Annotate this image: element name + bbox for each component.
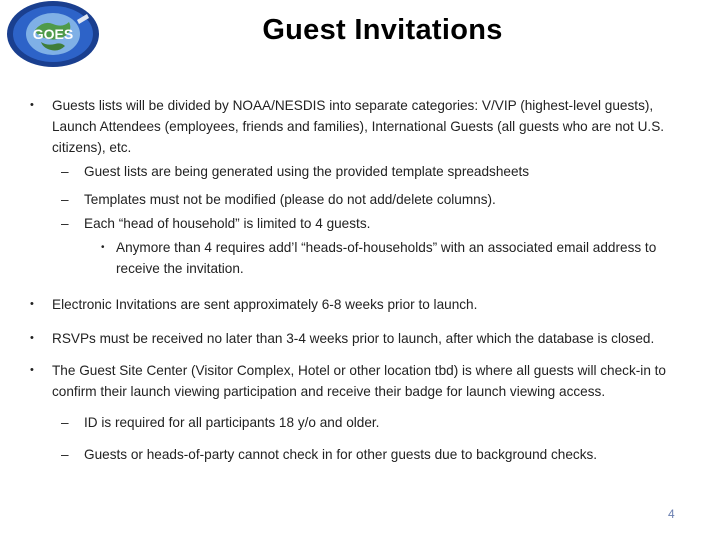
bullet-text: RSVPs must be received no later than 3-4 weeks prior to launch, after which the database is closed. xyxy=(52,331,655,346)
sub-bullet-text: Each “head of household” is limited to 4 guests. xyxy=(84,216,371,231)
sub-bullet-text: Templates must not be modified (please do not add/delete columns). xyxy=(84,192,496,207)
sub-sub-bullet-text: Anymore than 4 requires add’l “heads-of-households” with an associated email address to receive the invitation. xyxy=(116,240,657,276)
bullet-text: Guests lists will be divided by NOAA/NESDIS into separate categories: V/VIP (highest-level guests), Launch Attendees (employees, friends and families), International Guests (all guests who are not U.S. citizens), etc. xyxy=(52,98,665,155)
bullet-marker: • xyxy=(30,364,34,376)
page-number: 4 xyxy=(668,507,675,521)
dash-marker: – xyxy=(61,192,69,207)
sub-bullet-text: Guests or heads-of-party cannot check in for other guests due to background checks. xyxy=(84,447,598,462)
bullet-marker: • xyxy=(30,332,34,344)
bullet-text: Electronic Invitations are sent approximately 6-8 weeks prior to launch. xyxy=(52,297,478,312)
logo-text: GOES xyxy=(32,26,74,42)
small-bullet-marker: • xyxy=(101,242,105,253)
dash-marker: – xyxy=(61,447,69,462)
sub-bullet-text: ID is required for all participants 18 y/o and older. xyxy=(84,415,380,430)
bullet-marker: • xyxy=(30,298,34,310)
slide-title: Guest Invitations xyxy=(262,14,503,46)
dash-marker: – xyxy=(61,164,69,179)
sub-bullet-text: Guest lists are being generated using the provided template spreadsheets xyxy=(84,164,530,179)
dash-marker: – xyxy=(61,415,69,430)
dash-marker: – xyxy=(61,216,69,231)
bullet-marker: • xyxy=(30,99,34,111)
bullet-text: The Guest Site Center (Visitor Complex, Hotel or other location tbd) is where all guests will check-in to confirm their launch viewing participation and receive their badge for launch viewing access. xyxy=(52,363,666,399)
